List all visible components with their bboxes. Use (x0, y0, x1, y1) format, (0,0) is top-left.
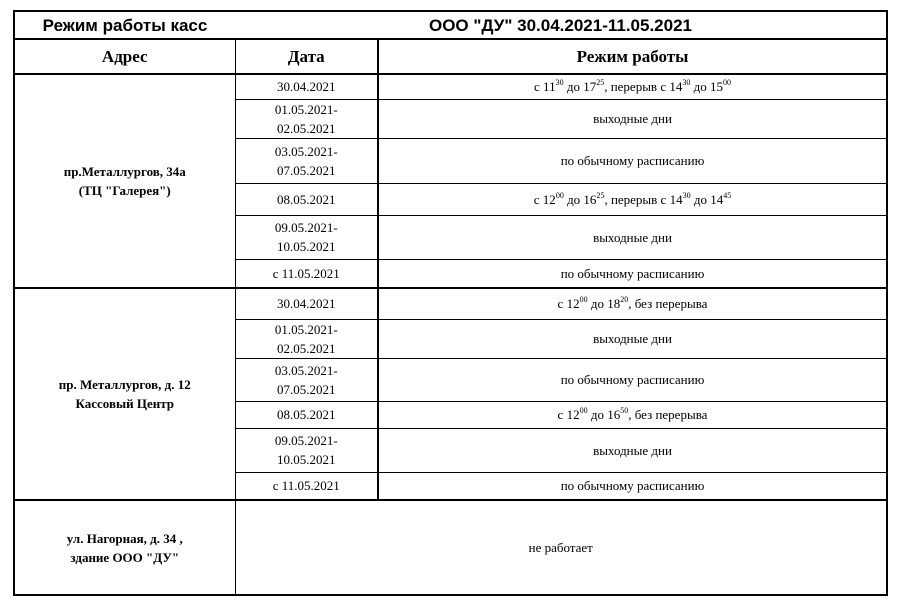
title-right: ООО "ДУ" 30.04.2021-11.05.2021 (235, 11, 887, 39)
schedule-cell (378, 319, 887, 358)
schedule-text: , без перерыва (628, 296, 708, 312)
date-cell (235, 74, 378, 99)
address-cell (14, 500, 235, 595)
date-line: 01.05.2021- (274, 101, 338, 117)
status-cell: не работает (235, 500, 887, 595)
schedule-minutes: 25 (596, 78, 605, 88)
date-cell (235, 428, 378, 472)
schedule-minutes: 20 (620, 295, 629, 305)
date-cell (235, 358, 378, 401)
date-line: 03.05.2021- (274, 362, 338, 378)
schedule-minutes: 30 (682, 190, 691, 200)
schedule-cell (378, 138, 887, 183)
address-line: Кассовый Центр (75, 396, 175, 411)
schedule-text: по обычному расписанию (560, 153, 705, 168)
date-line: 01.05.2021- (274, 321, 338, 337)
schedule-cell (378, 428, 887, 472)
schedule-minutes: 30 (555, 78, 564, 88)
schedule-text: до 18 (587, 296, 621, 312)
date-line: 09.05.2021- (274, 220, 338, 235)
schedule-text: с 12 (557, 296, 580, 312)
schedule-minutes: 30 (682, 78, 691, 88)
date-cell (235, 138, 378, 183)
address-line: здание ООО "ДУ" (70, 549, 180, 565)
schedule-text: выходные дни (593, 331, 672, 346)
header-mode: Режим работы (378, 39, 887, 74)
title-left: Режим работы касс (14, 11, 235, 39)
schedule-cell (378, 472, 887, 500)
date-line: с 11.05.2021 (272, 478, 340, 494)
table-row (14, 74, 887, 99)
address-line: (ТЦ "Галерея") (78, 183, 171, 198)
schedule-cell (378, 288, 887, 319)
schedule-text: до 15 (690, 79, 723, 95)
date-line: 30.04.2021 (277, 296, 336, 312)
header-address: Адрес (14, 39, 235, 74)
schedule-text: до 17 (563, 79, 597, 95)
schedule-text: выходные дни (593, 229, 672, 245)
schedule-text: до 14 (690, 191, 724, 207)
schedule-minutes: 45 (723, 190, 732, 200)
schedule-cell (378, 74, 887, 99)
schedule-cell (378, 259, 887, 288)
schedule-cell (378, 183, 887, 215)
header-date: Дата (235, 39, 378, 74)
address-line: пр.Металлургов, 34а (63, 164, 186, 179)
schedule-text: выходные дни (593, 442, 672, 458)
title-row (14, 11, 887, 39)
schedule-text: до 16 (587, 407, 621, 422)
date-cell (235, 215, 378, 259)
schedule-text: , перерыв с 14 (604, 79, 683, 95)
schedule-cell (378, 99, 887, 138)
schedule-cell (378, 215, 887, 259)
schedule-text: , без перерыва (628, 407, 708, 422)
schedule-minutes: 00 (722, 78, 731, 88)
schedule-text: выходные дни (593, 111, 672, 126)
date-line: 08.05.2021 (277, 191, 336, 207)
date-cell (235, 99, 378, 138)
schedule-minutes: 00 (579, 295, 588, 305)
address-cell (14, 288, 235, 500)
date-cell (235, 183, 378, 215)
schedule-cell (378, 358, 887, 401)
date-line: с 11.05.2021 (272, 265, 340, 281)
date-line: 02.05.2021 (277, 340, 336, 356)
date-line: 30.04.2021 (277, 79, 336, 95)
address-line: пр. Металлургов, д. 12 (58, 377, 191, 392)
schedule-text: до 16 (563, 191, 597, 207)
header-row (14, 39, 887, 74)
schedule-text: по обычному расписанию (560, 265, 705, 281)
schedule-text: с 12 (533, 191, 556, 207)
schedule-text: , перерыв с 14 (604, 191, 683, 207)
schedule-table (13, 10, 888, 596)
date-cell (235, 259, 378, 288)
date-line: 07.05.2021 (277, 162, 336, 178)
date-line: 03.05.2021- (274, 143, 338, 159)
date-cell (235, 319, 378, 358)
date-line: 02.05.2021 (277, 120, 336, 136)
schedule-text: по обычному расписанию (560, 478, 705, 494)
schedule-cell (378, 401, 887, 428)
schedule-minutes: 50 (620, 406, 629, 415)
date-line: 07.05.2021 (277, 381, 336, 397)
address-cell (14, 74, 235, 288)
date-cell (235, 472, 378, 500)
table-row (14, 500, 887, 595)
schedule-text: с 12 (557, 407, 580, 422)
date-line: 10.05.2021 (277, 239, 336, 254)
address-line: ул. Нагорная, д. 34 , (66, 530, 183, 546)
date-line: 10.05.2021 (277, 452, 336, 467)
date-cell (235, 288, 378, 319)
date-line: 09.05.2021- (274, 433, 338, 448)
schedule-text: с 11 (534, 79, 556, 95)
schedule-text: по обычному расписанию (560, 372, 705, 387)
date-line: 08.05.2021 (277, 407, 336, 422)
schedule-minutes: 25 (596, 190, 605, 200)
table-row (14, 288, 887, 319)
date-cell (235, 401, 378, 428)
schedule-minutes: 00 (555, 190, 564, 200)
schedule-minutes: 00 (579, 406, 588, 415)
